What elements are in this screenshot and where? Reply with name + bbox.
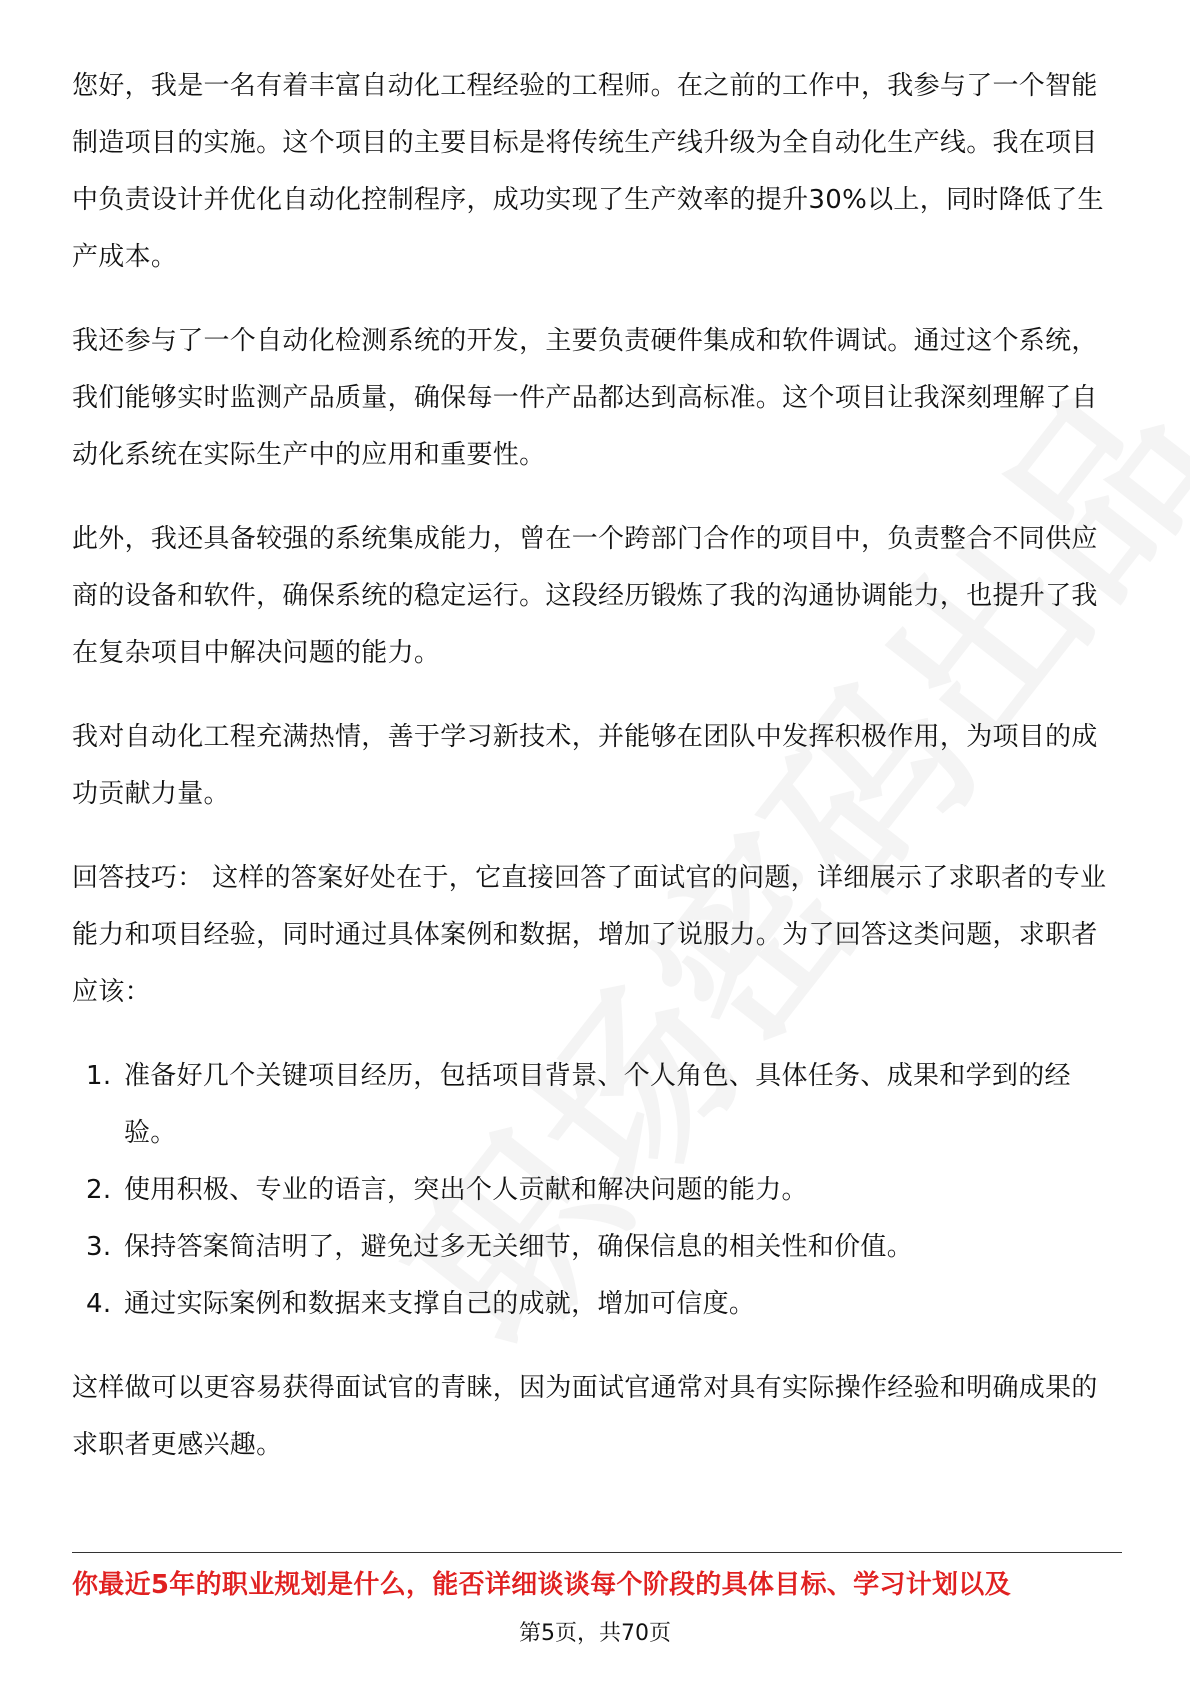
conclusion-paragraph: 这样做可以更容易获得面试官的青睐，因为面试官通常对具有实际操作经验和明确成果的求职者更感兴趣。 bbox=[72, 1373, 1098, 1460]
tips-list-item bbox=[72, 1162, 1122, 1219]
answer-tips-intro: 回答技巧： 这样的答案好处在于，它直接回答了面试官的问题，详细展示了求职者的专业能力和项目经验，同时通过具体案例和数据，增加了说服力。为了回答这类问题，求职者应该： bbox=[72, 863, 1107, 1007]
list-item-text: 保持答案简洁明了，避免过多无关细节，确保信息的相关性和价值。 bbox=[124, 1232, 914, 1262]
answer-paragraph-3: 此外，我还具备较强的系统集成能力，曾在一个跨部门合作的项目中，负责整合不同供应商的设备和软件，确保系统的稳定运行。这段经历锻炼了我的沟通协调能力，也提升了我在复杂项目中解决问题的能力。 bbox=[72, 524, 1098, 668]
list-number: 4. bbox=[86, 1289, 112, 1319]
tips-list-item bbox=[72, 1048, 1122, 1162]
list-item-text: 准备好几个关键项目经历，包括项目背景、个人角色、具体任务、成果和学到的经验。 bbox=[124, 1061, 1071, 1148]
tips-list-item bbox=[72, 1219, 1122, 1276]
tips-list-item bbox=[72, 1276, 1122, 1333]
list-number: 1. bbox=[86, 1061, 112, 1091]
answer-paragraph-4: 我对自动化工程充满热情，善于学习新技术，并能够在团队中发挥积极作用，为项目的成功贡献力量。 bbox=[72, 722, 1098, 809]
list-number: 2. bbox=[86, 1175, 112, 1205]
list-number: 3. bbox=[86, 1232, 112, 1262]
page-number-footer: 第5页，共70页 bbox=[519, 1621, 671, 1646]
list-item-text: 通过实际案例和数据来支撑自己的成就，增加可信度。 bbox=[124, 1289, 756, 1319]
tips-list bbox=[72, 1048, 1122, 1333]
answer-paragraph-1: 您好，我是一名有着丰富自动化工程经验的工程师。在之前的工作中，我参与了一个智能制造项目的实施。这个项目的主要目标是将传统生产线升级为全自动化生产线。我在项目中负责设计并优化自动化控制程序，成功实现了生产效率的提升30%以上，同时降低了生产成本。 bbox=[72, 71, 1104, 272]
answer-body bbox=[72, 58, 1122, 1501]
list-item-text: 使用积极、专业的语言，突出个人贡献和解决问题的能力。 bbox=[124, 1175, 808, 1205]
answer-paragraph-2: 我还参与了一个自动化检测系统的开发，主要负责硬件集成和软件调试。通过这个系统，我们能够实时监测产品质量，确保每一件产品都达到高标准。这个项目让我深刻理解了自动化系统在实际生产中的应用和重要性。 bbox=[72, 326, 1098, 470]
section-divider bbox=[72, 1552, 1122, 1553]
next-question-heading: 你最近5年的职业规划是什么，能否详细谈谈每个阶段的具体目标、学习计划以及 bbox=[72, 1570, 1011, 1600]
